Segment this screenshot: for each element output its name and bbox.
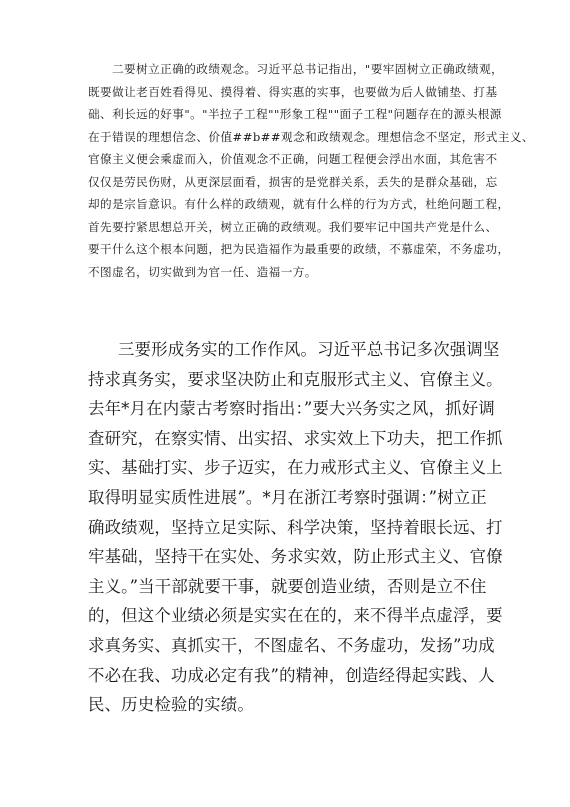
- text-line: 取得明显实质性进展”。*月在浙江考察时强调：”树立正: [88, 487, 487, 507]
- text-line: 不图虚名，切实做到为官一任、造福一方。: [88, 264, 317, 279]
- text-line: 主义。”当干部就要干事，就要创造业绩，否则是立不住: [88, 576, 487, 596]
- text-line: 的，但这个业绩必须是实实在在的，来不得半点虚浮，要: [88, 606, 503, 626]
- text-line: 实、基础打实、步子迈实，在力戒形式主义、官僚主义上: [88, 458, 503, 478]
- text-line: 二要树立正确的政绩观念。习近平总书记指出，"要牢固树立正确政绩观，: [112, 62, 504, 76]
- text-line: 求真务实、真抓实干，不图虚名、不务虚功，发扬”功成: [88, 635, 495, 655]
- text-line: 确政绩观，坚持立足实际、科学决策，坚持着眼长远、打: [88, 517, 503, 537]
- text-line: 持求真务实，要求坚决防止和克服形式主义、官僚主义。: [88, 369, 503, 389]
- text-line: 仅仅是劳民伤财，从更深层面看，损害的是党群关系，丢失的是群众基础，忘: [88, 174, 498, 189]
- text-line: 官僚主义便会乘虚而入，价值观念不正确，问题工程便会浮出水面，其危害不: [88, 152, 498, 166]
- text-line: 去年*月在内蒙古考察时指出：”要大兴务实之风，抓好调: [88, 399, 495, 419]
- text-line: 础、利长远的好事"。"半拉子工程""形象工程""面子工程"问题存在的源头根源: [88, 107, 502, 121]
- paragraph-political-achievement-concept: [88, 58, 534, 283]
- text-line: 在于错误的理想信念、价值##b##观念和政绩观念。理想信念不坚定，形式主义、: [88, 129, 534, 144]
- text-line: 既要做让老百姓看得见、摸得着、得实惠的实事，也要做为后人做铺垫、打基: [88, 84, 498, 99]
- text-line: 民、历史检验的实绩。: [88, 695, 254, 715]
- text-line: 不必在我、功成必定有我”的精神，创造经得起实践、人: [88, 665, 495, 685]
- text-line: 却的是宗旨意识。有什么样的政绩观，就有什么样的行为方式，杜绝问题工程，: [88, 197, 510, 211]
- text-line: 三要形成务实的工作作风。习近平总书记多次强调坚: [118, 340, 500, 359]
- text-line: 要干什么这个根本问题，把为民造福作为最重要的政绩，不慕虚荣，不务虚功，: [88, 242, 510, 256]
- text-line: 牢基础，坚持干在实处、务求实效，防止形式主义、官僚: [88, 547, 503, 567]
- paragraph-pragmatic-work-style: [88, 335, 503, 720]
- text-line: 首先要拧紧思想总开关，树立正确的政绩观。我们要牢记中国共产党是什么、: [88, 219, 498, 234]
- text-line: 查研究，在察实情、出实招、求实效上下功夫，把工作抓: [88, 428, 503, 448]
